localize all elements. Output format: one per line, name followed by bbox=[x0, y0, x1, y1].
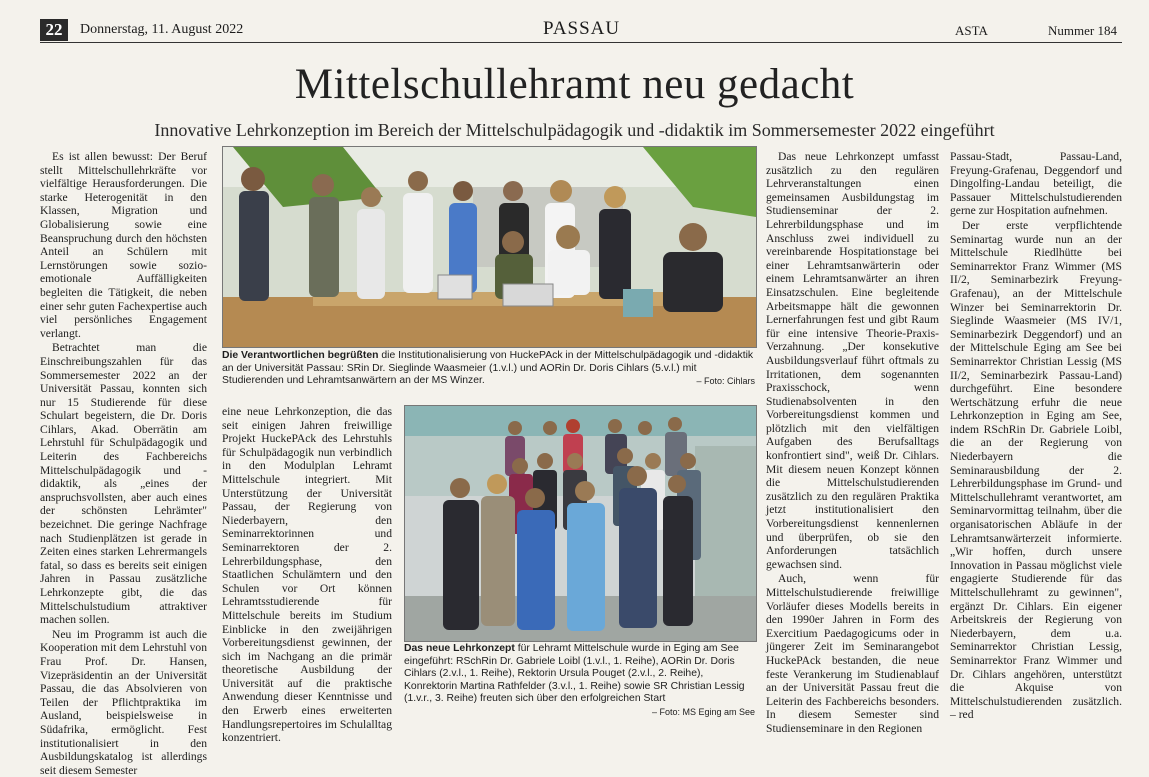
text-column-1 bbox=[40, 150, 207, 777]
paragraph: Passau-Stadt, Passau-Land, Freyung-Grafenau, Deggendorf und Dingolfing-Landau beteiligt, die Passauer Mittelschulstudierenden gerne zur Hospitation aufnehmen. bbox=[950, 150, 1122, 218]
paragraph: Es ist allen bewusst: Der Beruf stellt Mittelschullehrkräfte vor vielfältige Herausforderungen. Die starke Heterogenität in den Klassen, Migration und Globalisierung sowie eine Beanspruchung durch den höchsten Anteil an Schülern mit Lernstörungen sowie sozio-emotionale Auffälligkeiten begleiten die Tätigkeit, die neben einer sehr guten Fachexpertise auch viel persönliches Engagement verlangt. bbox=[40, 150, 207, 340]
paragraph: eine neue Lehrkonzeption, die das seit einigen Jahren freiwillige Projekt HuckePAck des Lehrstuhls für Schulpädagogik nun verbindlich in den Modulplan Lehramt Mittelschule integriert. Mit Unterstützung der Universität Passau, der Regierung von Niederbayern, den Seminarrektorinnen und Seminarrektoren der 2. Lehrerbildungsphase, den Staatlichen Schulämtern und den Schulen vor Ort können Lehramtsstudierende für Mittelschule bereits im Studium Einblicke in den zweijährigen Vorbereitungsdienst gewinnen, der sich im Nachgang an die primär theoretische Ausbildung der Universität auf die praktische Anwendung dieser Kenntnisse und den Erwerb eines erweiterten Handlungsrepertoires im Schulalltag konzentriert. bbox=[222, 405, 393, 745]
photo-ms-winzer bbox=[222, 146, 757, 348]
text-column-4 bbox=[950, 150, 1122, 722]
caption-bottom-photo bbox=[404, 643, 755, 717]
photo-ms-eging bbox=[404, 405, 757, 642]
issue-number: Nummer 184 bbox=[1048, 23, 1117, 38]
text-column-3 bbox=[766, 150, 939, 735]
caption-lead: Die Verantwortlichen begrüßten bbox=[222, 350, 379, 361]
article-subheadline: Innovative Lehrkonzeption im Bereich der Mittelschulpädagogik und -didaktik im Sommersemester 2022 eingeführt bbox=[154, 120, 995, 140]
caption-lead: Das neue Lehrkonzept bbox=[404, 643, 515, 654]
photo-credit: – Foto: MS Eging am See bbox=[651, 706, 755, 717]
caption-top-photo bbox=[222, 350, 755, 392]
publication-name: ASTA bbox=[955, 23, 988, 38]
paragraph: Betrachtet man die Einschreibungszahlen für das Sommersemester 2022 an der Universität Passau, konnten sich nur 15 Studierende für diese Schulart begeistern, die Dr. Doris Cihlars, Akad. Oberrätin am Lehrstuhl für Schulpädagogik und Leiterin des Fachbereichs Mittelschulpädagogik und -didaktik, als „eines der anspruchsvollsten, aber auch eines der schönsten Lehrämter" bezeichnet. Die geringe Nachfrage nach Studienplätzen ist gerade in Zeiten eines starken Lehrermangels fatal, so dass es bereits seit einigen Jahren in Passau zusätzliche Lehrkonzepte gibt, die das Mittelschulstudium attraktiver machen sollen. bbox=[40, 341, 207, 627]
paragraph: Auch, wenn für Mittelschulstudierende freiwillige Vorläufer dieses Modells bereits in den 1990er Jahren in Form des Exercitium Paedagogicums oder in jüngerer Zeit im Seminarangebot HuckePAck bestanden, die neue feste Verankerung im Studienablauf an der Universität Passau freut die Leiterin des Fachbereichs besonders. In diesem Semester sind Studienseminare in den Regionen bbox=[766, 572, 939, 735]
paragraph: Das neue Lehrkonzept umfasst zusätzlich zu den regulären Lehrveranstaltungen einen gemeinsamen Ausbildungstag im Studienseminar der 2. Lehrerbildungsphase und im Anschluss zwei individuell zu vereinbarende Hospitationstage bei einer Lehramtsanwärterin oder einem Lehramtsanwärter an ihren Einsatzschulen. Eine begleitende Arbeitsmappe hält die gewonnen Lernerfahrungen fest und gibt Raum für eine intensive Theorie-Praxis-Verzahnung. „Der konsekutive Ausbildungsverlauf führt oftmals zu Irritationen, dem sogenannten Praxisschock, wenn Studienabsolventen in den Vorbereitungsdienst kommen und plötzlich mit den vielfältigen Aufgaben des Berufsalltags konfrontiert sind", weiß Dr. Cihlars. Mit diesem neuen Konzept können die Mittelschulstudierenden zusätzlich zu den regulären Praktika jetzt institutionalisiert den Vorbereitungsdienst kennenlernen und überprüfen, ob sie den Anforderungen tatsächlich gewachsen sind. bbox=[766, 150, 939, 571]
text-column-2 bbox=[222, 405, 393, 745]
section-title: PASSAU bbox=[543, 18, 621, 39]
header-rule bbox=[40, 42, 1122, 43]
caption-text: die Institutionalisierung von HuckePAck in der Mittelschulpädagogik und -didaktik an der Universität Passau: SRin Dr. Sieglinde Waasmeier (1.v.l.) und AORin Dr. Doris Cihlars (5.v.l.) mit Studierenden und Lehramtsanwärtern an der MS Winzer. bbox=[222, 350, 754, 387]
article-headline: Mittelschullehramt neu gedacht bbox=[294, 61, 855, 108]
issue-date: Donnerstag, 11. August 2022 bbox=[80, 22, 244, 37]
photo-credit: – Foto: Cihlars bbox=[696, 376, 755, 387]
paragraph: Neu im Programm ist auch die Kooperation mit dem Lehrstuhl von Frau Prof. Dr. Hansen, Vizepräsidentin an der Universität Passau, die das Absolvieren von Teilen der Pflichtpraktika im Ausland, beispielsweise in Südafrika, ermöglicht. Fest institutionalisiert in den Ausbildungskatalog ist allerdings seit diesem Semester bbox=[40, 627, 207, 777]
page-number: 22 bbox=[40, 19, 68, 41]
caption-text: für Lehramt Mittelschule wurde in Eging am See eingeführt: RSchRin Dr. Gabriele Loibl (1.v.l., 1. Reihe), AORin Dr. Doris Cihlars (2.v.l., 1. Reihe), Rektorin Ursula Pouget (2.v.l., 2. Reihe), Konrektorin Martina Rathfelder (3.v.l., 1. Reihe) sowie SR Christian Lessig (1.v.r., 3. Reihe) freuten sich über den erfolgreichen Start bbox=[404, 643, 745, 705]
paragraph: Der erste verpflichtende Seminartag wurde nun an der Mittelschule Riedlhütte bei Seminarrektor Franz Wimmer (MS II/2, Seminarbezirk Freyung-Grafenau), an der Mittelschule Winzer bei Seminarrektorin Dr. Sieglinde Waasmeier (MS IV/1, Seminarbezirk Deggendorf) und an der Mittelschule Eging am See bei Seminarrektor Christian Lessig (MS II/2, Seminarbezirk Passau-Land) durchgeführt. Eine besondere Wertschätzung erfuhr die neue Lehrkonzeption in Eging am See, indem RSchRin Dr. Gabriele Loibl, die an der Regierung von Niederbayern die Seminarausbildung der 2. Lehrerbildungsphase im Grund- und Mittelschullehramt verantwortet, am Seminarvormittag teilnahm, über die organisatorischen Abläufe in der Lehramtsanwärterzeit informierte. „Wir hoffen, durch unsere Innovation in Passau möglichst viele engagierte Studierende für das Mittelschullehramt zu gewinnen", ergänzt Dr. Cihlars. Ein eigener Arbeitskreis der Regierung von Niederbayern, dem u.a. Seminarrektor Christian Lessig, Seminarrektor Franz Wimmer und Dr. Cihlars angehören, unterstützt die Akquise von Mittelschulstudierenden zusätzlich. – red bbox=[950, 218, 1122, 722]
